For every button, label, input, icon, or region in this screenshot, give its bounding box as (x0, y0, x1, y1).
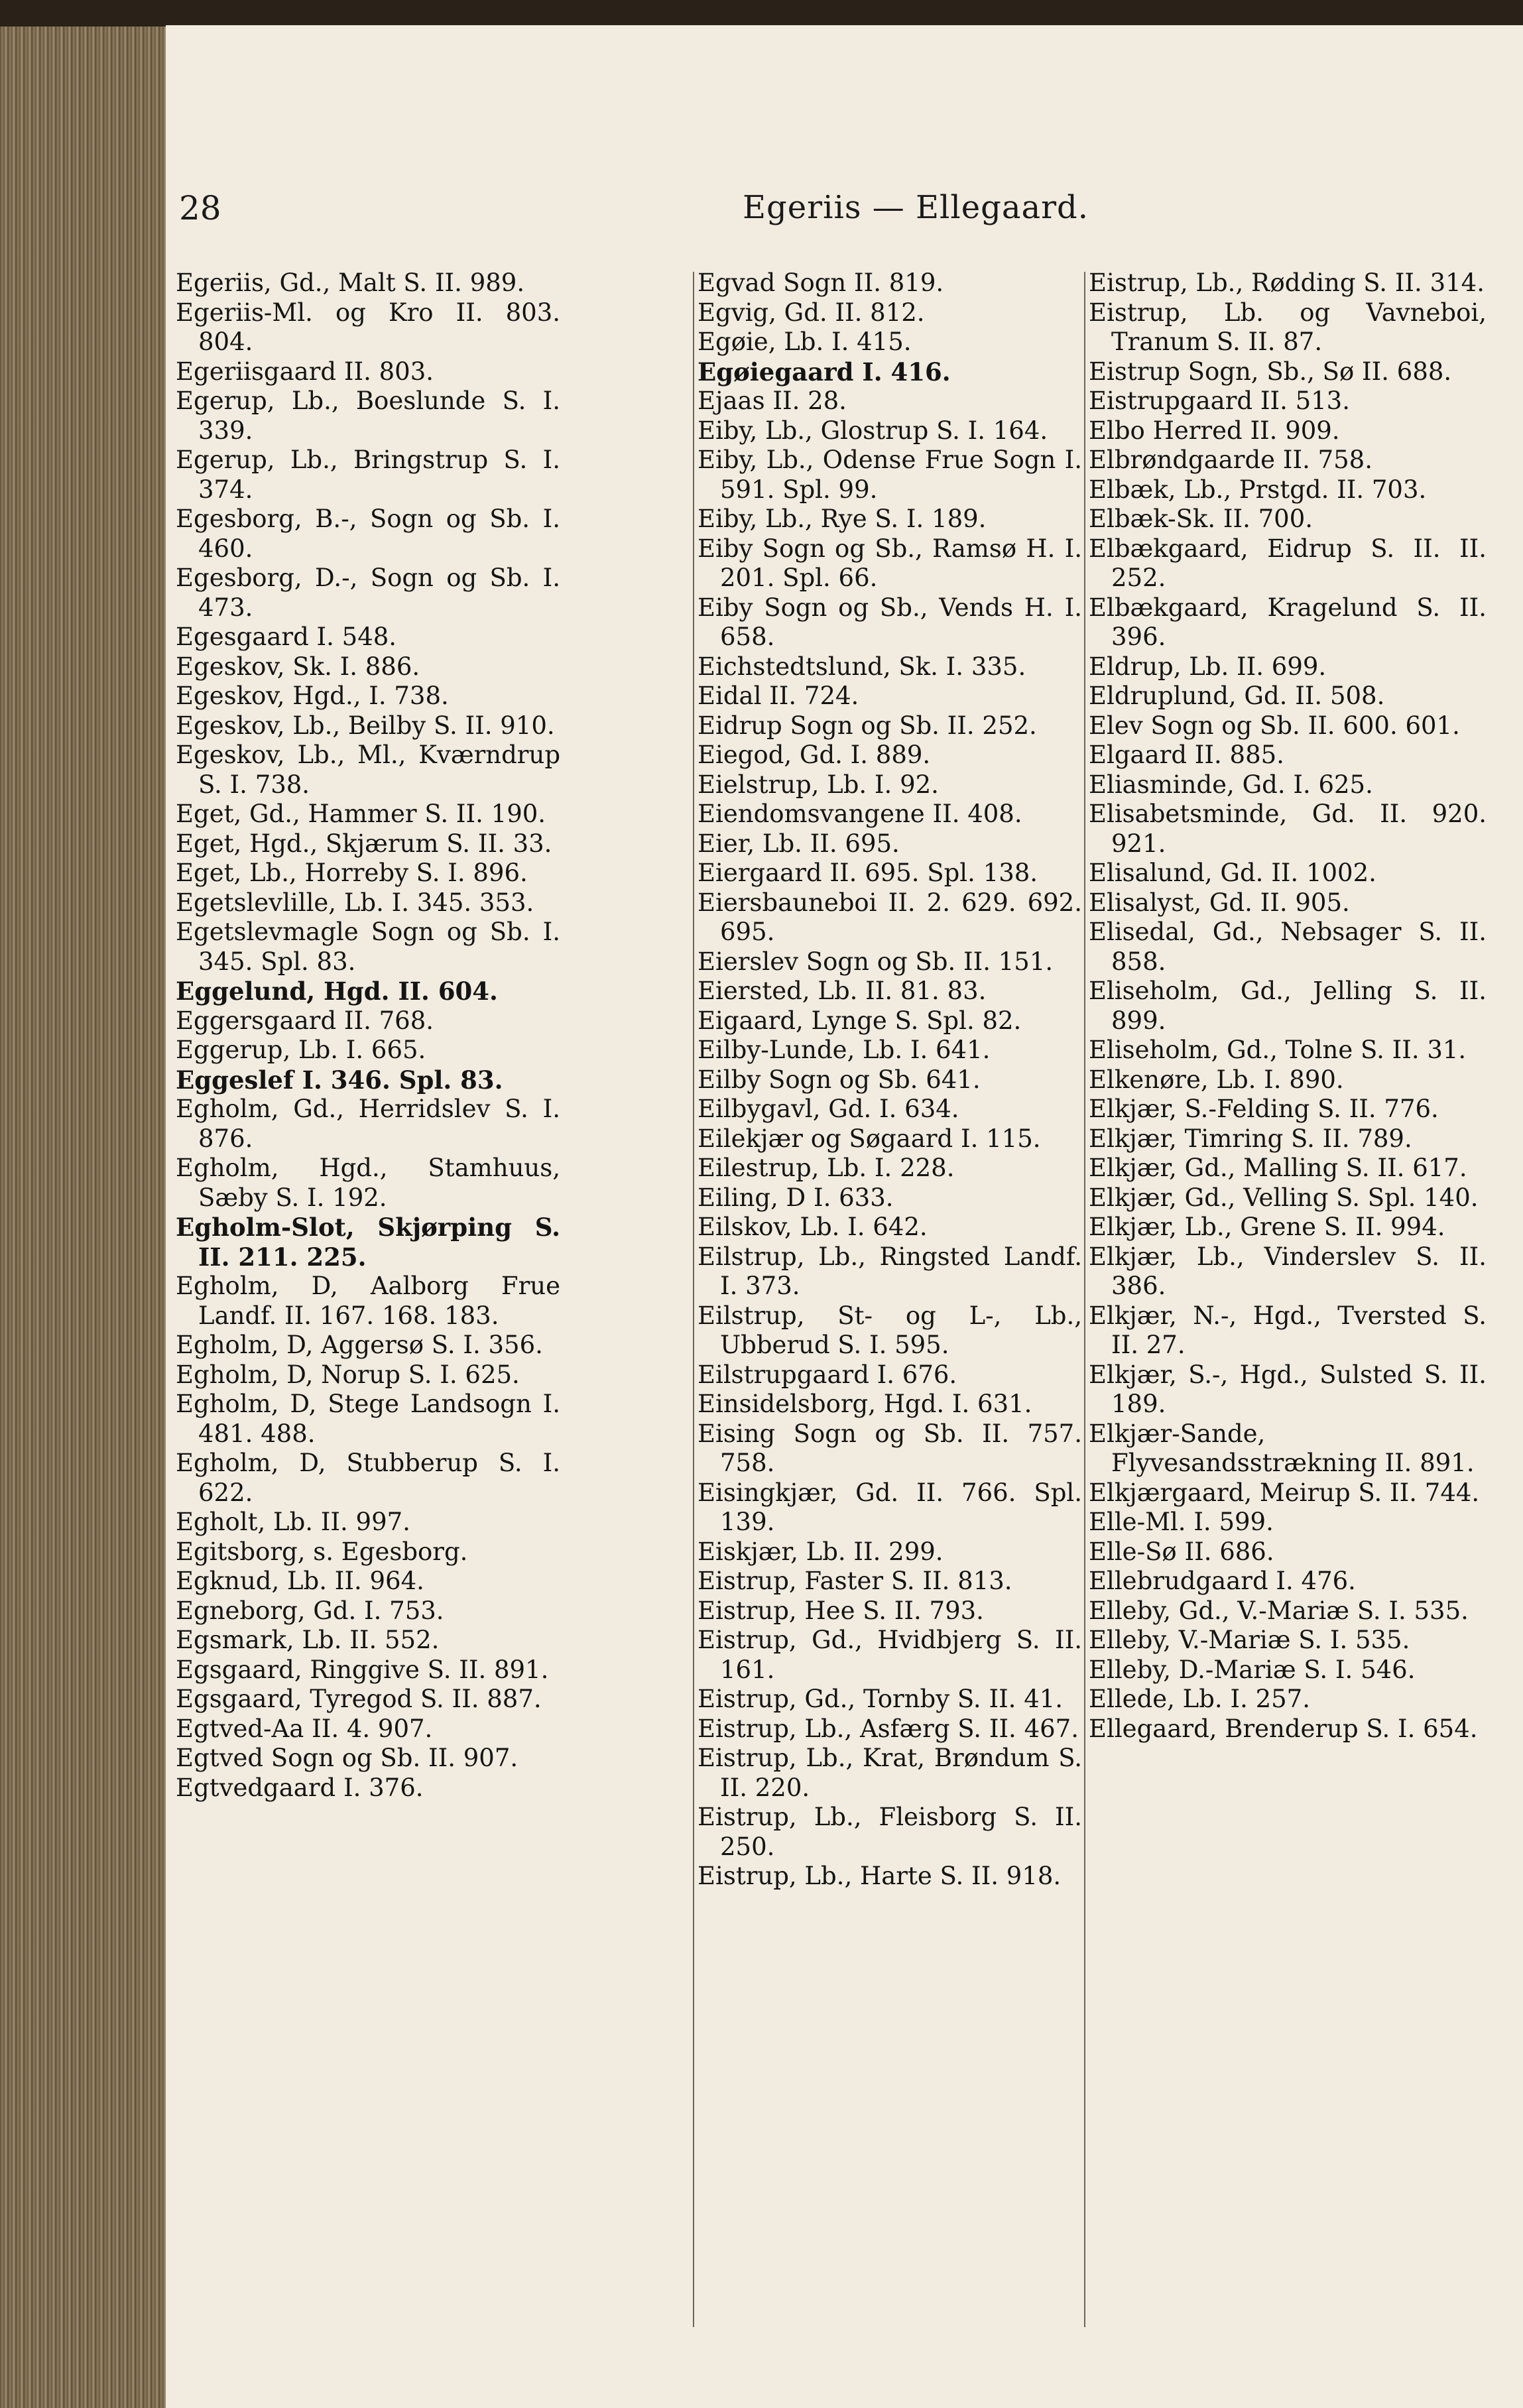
index-entry: Egholm-Slot, Skjørping S. II. 211. 225. (176, 1213, 560, 1272)
index-entry: Eilby Sogn og Sb. 641. (698, 1065, 981, 1094)
index-entry: Eilbygavl, Gd. I. 634. (698, 1095, 959, 1123)
index-entry: Ejaas II. 28. (698, 387, 847, 415)
index-entry: Elkjær, Gd., Malling S. II. 617. (1089, 1154, 1467, 1182)
index-entry: Eising Sogn og Sb. II. 757. 758. (698, 1419, 1082, 1477)
index-entry: Egsgaard, Ringgive S. II. 891. (176, 1655, 549, 1684)
index-entry: Egholt, Lb. II. 997. (176, 1508, 410, 1536)
index-entry: Elbækgaard, Kragelund S. II. 396. (1089, 593, 1487, 651)
index-entry: Eiby Sogn og Sb., Vends H. I. 658. (698, 593, 1082, 651)
index-entry: Elgaard II. 885. (1089, 741, 1284, 769)
index-entry: Eistrup Sogn, Sb., Sø II. 688. (1089, 357, 1452, 386)
column-divider (1084, 272, 1085, 2327)
page-header (179, 189, 1472, 242)
index-entry: Eilstrup, St- og L-, Lb., Ubberud S. I. 595. (698, 1301, 1082, 1359)
index-entry: Eilskov, Lb. I. 642. (698, 1213, 928, 1241)
index-entry: Eiling, D I. 633. (698, 1183, 894, 1212)
index-entry: Eistrup, Faster S. II. 813. (698, 1567, 1012, 1595)
index-entry: Egerup, Lb., Boeslunde S. I. 339. (176, 387, 560, 445)
index-entry: Egetslevlille, Lb. I. 345. 353. (176, 888, 534, 917)
index-entry: Eier, Lb. II. 695. (698, 829, 900, 858)
index-entry: Elkenøre, Lb. I. 890. (1089, 1065, 1344, 1094)
index-entry: Eilestrup, Lb. I. 228. (698, 1154, 955, 1182)
index-entry: Eiby, Lb., Glostrup S. I. 164. (698, 416, 1048, 445)
index-entry: Eilstrup, Lb., Ringsted Landf. I. 373. (698, 1242, 1082, 1300)
index-entry: Egeriisgaard II. 803. (176, 357, 434, 386)
index-entry: Ellegaard, Brenderup S. I. 654. (1089, 1714, 1478, 1743)
index-entry: Eierslev Sogn og Sb. II. 151. (698, 947, 1054, 976)
index-entry: Elkjær, S.-, Hgd., Sulsted S. II. 189. (1089, 1360, 1487, 1418)
index-entry: Elkjær, N.-, Hgd., Tversted S. II. 27. (1089, 1301, 1487, 1359)
index-entry: Eistrup, Gd., Hvidbjerg S. II. 161. (698, 1626, 1082, 1684)
index-entry: Eliseholm, Gd., Jelling S. II. 899. (1089, 977, 1487, 1035)
index-entry: Eilby-Lunde, Lb. I. 641. (698, 1036, 991, 1064)
index-entry: Eiby, Lb., Odense Frue Sogn I. 591. Spl. 99. (698, 446, 1082, 504)
index-entry: Elbæk, Lb., Prstgd. II. 703. (1089, 475, 1427, 504)
index-entry: Eiersbauneboi II. 2. 629. 692. 695. (698, 888, 1082, 946)
index-entry: Egøie, Lb. I. 415. (698, 328, 912, 356)
index-entry: Elbrøndgaarde II. 758. (1089, 446, 1372, 474)
index-entry: Egholm, D, Stege Landsogn I. 481. 488. (176, 1390, 560, 1448)
index-entry: Eistrupgaard II. 513. (1089, 387, 1350, 415)
index-entry: Egtved-Aa II. 4. 907. (176, 1714, 433, 1743)
index-entry: Elkjær, Timring S. II. 789. (1089, 1124, 1412, 1153)
index-entry: Eilstrupgaard I. 676. (698, 1360, 957, 1389)
index-entry: Ellede, Lb. I. 257. (1089, 1685, 1310, 1713)
index-entry: Egholm, D, Stubberup S. I. 622. (176, 1449, 560, 1507)
index-entry: Eistrup, Lb., Asfærg S. II. 467. (698, 1714, 1079, 1743)
index-entry: Eichstedtslund, Sk. I. 335. (698, 652, 1026, 681)
index-entry: Elbæk-Sk. II. 700. (1089, 505, 1313, 533)
index-column-3 (1089, 269, 1487, 2344)
index-entry: Eilekjær og Søgaard I. 115. (698, 1124, 1041, 1153)
column-divider (693, 272, 694, 2327)
index-entry: Eget, Gd., Hammer S. II. 190. (176, 800, 546, 828)
index-entry: Egøiegaard I. 416. (698, 357, 951, 387)
index-entry: Eisingkjær, Gd. II. 766. Spl. 139. (698, 1478, 1082, 1536)
index-entry: Eggeslef I. 346. Spl. 83. (176, 1065, 503, 1095)
index-entry: Egeskov, Hgd., I. 738. (176, 682, 449, 710)
index-entry: Egtved Sogn og Sb. II. 907. (176, 1744, 518, 1772)
index-entry: Egholm, D, Aalborg Frue Landf. II. 167. 168. 183. (176, 1272, 560, 1330)
index-entry: Egeskov, Sk. I. 886. (176, 652, 420, 681)
index-entry: Egsmark, Lb. II. 552. (176, 1626, 440, 1654)
index-entry: Egitsborg, s. Egesborg. (176, 1537, 468, 1566)
index-entry: Eggersgaard II. 768. (176, 1006, 434, 1035)
index-entry: Egholm, Hgd., Stamhuus, Sæby S. I. 192. (176, 1154, 560, 1212)
index-entry: Eiersted, Lb. II. 81. 83. (698, 977, 987, 1005)
index-entry: Elbækgaard, Eidrup S. II. II. 252. (1089, 534, 1487, 592)
index-entry: Egeskov, Lb., Beilby S. II. 910. (176, 711, 555, 740)
index-entry: Elleby, Gd., V.-Mariæ S. I. 535. (1089, 1596, 1469, 1625)
index-entry: Elkjær, Gd., Velling S. Spl. 140. (1089, 1183, 1479, 1212)
index-entry: Elle-Ml. I. 599. (1089, 1508, 1274, 1536)
index-entry: Eistrup, Lb. og Vavneboi, Tranum S. II. 87. (1089, 298, 1487, 356)
index-entry: Egholm, D, Aggersø S. I. 356. (176, 1331, 543, 1359)
index-entry: Eliseholm, Gd., Tolne S. II. 31. (1089, 1036, 1467, 1064)
index-entry: Einsidelsborg, Hgd. I. 631. (698, 1390, 1032, 1418)
index-entry: Eiby, Lb., Rye S. I. 189. (698, 505, 987, 533)
index-entry: Eiegod, Gd. I. 889. (698, 741, 931, 769)
index-entry: Egvig, Gd. II. 812. (698, 298, 925, 327)
index-entry: Eget, Lb., Horreby S. I. 896. (176, 859, 528, 887)
index-entry: Egesborg, D.-, Sogn og Sb. I. 473. (176, 564, 560, 622)
index-entry: Eielstrup, Lb. I. 92. (698, 770, 939, 799)
index-entry: Egeriis-Ml. og Kro II. 803. 804. (176, 298, 560, 356)
index-entry: Egholm, Gd., Herridslev S. I. 876. (176, 1095, 560, 1153)
index-entry: Ellebrudgaard I. 476. (1089, 1567, 1356, 1595)
index-entry: Egesborg, B.-, Sogn og Sb. I. 460. (176, 505, 560, 563)
index-entry: Elle-Sø II. 686. (1089, 1537, 1274, 1566)
index-column-1 (176, 269, 560, 2344)
index-entry: Egknud, Lb. II. 964. (176, 1567, 424, 1595)
index-entry: Eistrup, Lb., Harte S. II. 918. (698, 1862, 1062, 1890)
index-entry: Elkjær, Lb., Vinderslev S. II. 386. (1089, 1242, 1487, 1300)
index-entry: Elkjær-Sande, Flyvesandsstrækning II. 891. (1089, 1419, 1475, 1477)
index-entry: Eistrup, Lb., Krat, Brøndum S. II. 220. (698, 1744, 1082, 1802)
index-entry: Elev Sogn og Sb. II. 600. 601. (1089, 711, 1460, 740)
index-column-2 (698, 269, 1082, 2344)
index-entry: Egerup, Lb., Bringstrup S. I. 374. (176, 446, 560, 504)
index-entry: Eistrup, Lb., Fleisborg S. II. 250. (698, 1803, 1082, 1861)
index-entry: Elkjær, Lb., Grene S. II. 994. (1089, 1213, 1445, 1241)
index-entry: Egetslevmagle Sogn og Sb. I. 345. Spl. 83. (176, 918, 560, 976)
index-entry: Eiendomsvangene II. 408. (698, 800, 1022, 828)
index-entry: Eliasminde, Gd. I. 625. (1089, 770, 1373, 799)
index-entry: Elleby, D.-Mariæ S. I. 546. (1089, 1655, 1416, 1684)
index-entry: Eiskjær, Lb. II. 299. (698, 1537, 944, 1566)
page-edges (0, 27, 166, 2408)
index-entry: Egeskov, Lb., Ml., Kværndrup S. I. 738. (176, 741, 560, 799)
index-entry: Elisalund, Gd. II. 1002. (1089, 859, 1376, 887)
index-entry: Egneborg, Gd. I. 753. (176, 1596, 444, 1625)
index-entry: Eiergaard II. 695. Spl. 138. (698, 859, 1038, 887)
index-entry: Eidal II. 724. (698, 682, 859, 710)
index-entry: Eggelund, Hgd. II. 604. (176, 977, 498, 1006)
index-entry: Eistrup, Hee S. II. 793. (698, 1596, 984, 1625)
index-entry: Egeriis, Gd., Malt S. II. 989. (176, 269, 525, 297)
running-title: Egeriis — Ellegaard. (743, 189, 1089, 226)
index-entry: Eldruplund, Gd. II. 508. (1089, 682, 1385, 710)
index-entry: Elbo Herred II. 909. (1089, 416, 1340, 445)
index-entry: Egtvedgaard I. 376. (176, 1773, 424, 1802)
index-entry: Egholm, D, Norup S. I. 625. (176, 1360, 520, 1389)
index-entry: Egvad Sogn II. 819. (698, 269, 944, 297)
index-entry: Elisedal, Gd., Nebsager S. II. 858. (1089, 918, 1487, 976)
page-number: 28 (179, 189, 221, 227)
index-entry: Eistrup, Gd., Tornby S. II. 41. (698, 1685, 1064, 1713)
index-entry: Elkjær, S.-Felding S. II. 776. (1089, 1095, 1439, 1123)
index-entry: Eiby Sogn og Sb., Ramsø H. I. 201. Spl. 66. (698, 534, 1082, 592)
index-entry: Eigaard, Lynge S. Spl. 82. (698, 1006, 1022, 1035)
index-entry: Elisalyst, Gd. II. 905. (1089, 888, 1350, 917)
index-entry: Eldrup, Lb. II. 699. (1089, 652, 1327, 681)
index-entry: Egesgaard I. 548. (176, 623, 397, 651)
index-entry: Eidrup Sogn og Sb. II. 252. (698, 711, 1037, 740)
index-entry: Eget, Hgd., Skjærum S. II. 33. (176, 829, 552, 858)
index-entry: Elisabetsminde, Gd. II. 920. 921. (1089, 800, 1487, 858)
index-entry: Eggerup, Lb. I. 665. (176, 1036, 426, 1064)
index-entry: Elkjærgaard, Meirup S. II. 744. (1089, 1478, 1480, 1507)
index-entry: Elleby, V.-Mariæ S. I. 535. (1089, 1626, 1410, 1654)
index-entry: Egsgaard, Tyregod S. II. 887. (176, 1685, 542, 1713)
index-entry: Eistrup, Lb., Rødding S. II. 314. (1089, 269, 1485, 297)
